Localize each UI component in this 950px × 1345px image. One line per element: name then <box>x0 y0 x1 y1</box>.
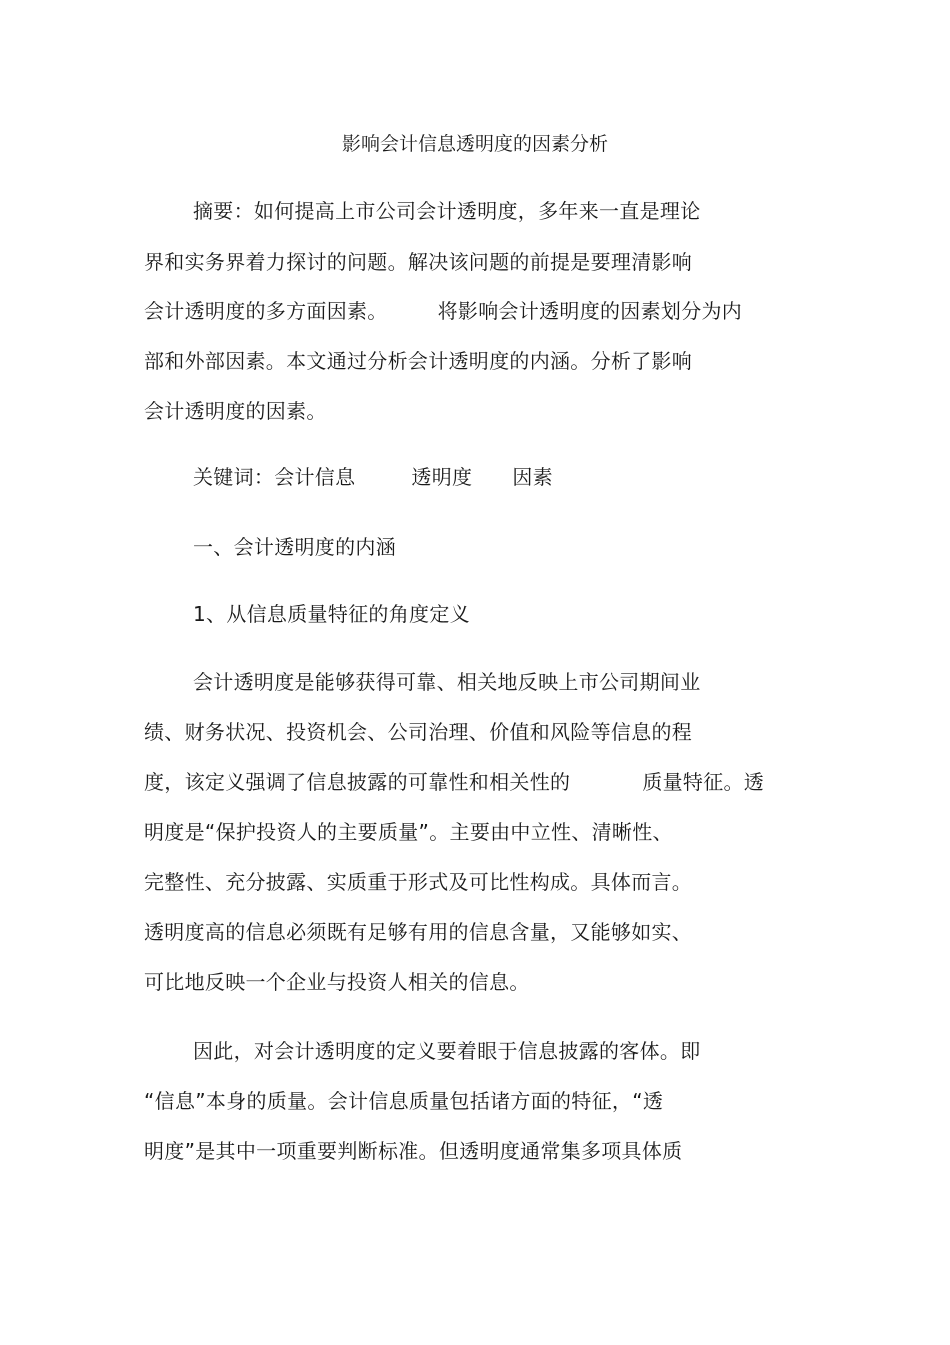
paragraph-line: 明度是“保护投资人的主要质量”。主要由中立性、清晰性、 <box>144 820 673 844</box>
abstract-line-4: 部和外部因素。本文通过分析会计透明度的内涵。分析了影响 <box>144 349 693 373</box>
keyword-item: 会计信息 <box>274 465 356 489</box>
paragraph-line: 明度”是其中一项重要判断标准。但透明度通常集多项具体质 <box>144 1139 683 1163</box>
paragraph-line: 会计透明度是能够获得可靠、相关地反映上市公司期间业 <box>193 670 701 694</box>
document-title: 影响会计信息透明度的因素分析 <box>341 133 608 155</box>
abstract-line-1: 摘要：如何提高上市公司会计透明度，多年来一直是理论 <box>193 199 701 223</box>
keywords <box>193 463 553 491</box>
subsection-heading: 1、从信息质量特征的角度定义 <box>193 602 470 626</box>
paragraph-line: 可比地反映一个企业与投资人相关的信息。 <box>144 970 530 994</box>
abstract-line-2: 界和实务界着力探讨的问题。解决该问题的前提是要理清影响 <box>144 250 693 274</box>
paragraph-line: 因此，对会计透明度的定义要着眼于信息披露的客体。即 <box>193 1039 701 1063</box>
keywords-label: 关键词： <box>193 465 275 489</box>
section-heading: 一、会计透明度的内涵 <box>193 535 396 559</box>
abstract-line-3: 会计透明度的多方面因素。 将影响会计透明度的因素划分为内 <box>144 299 743 323</box>
paragraph-line: 透明度高的信息必须既有足够有用的信息含量，又能够如实、 <box>144 920 693 944</box>
paragraph-line: 完整性、充分披露、实质重于形式及可比性构成。具体而言。 <box>144 870 693 894</box>
keyword-item: 透明度 <box>411 465 473 489</box>
abstract-line-5: 会计透明度的因素。 <box>144 399 327 423</box>
keyword-item: 因素 <box>512 465 553 489</box>
paragraph-line: 度，该定义强调了信息披露的可靠性和相关性的 质量特征。透 <box>144 770 765 794</box>
paragraph-line: “信息”本身的质量。会计信息质量包括诸方面的特征，“透 <box>144 1089 664 1113</box>
abstract-label: 摘要： <box>193 199 254 223</box>
paragraph-line: 绩、财务状况、投资机会、公司治理、价值和风险等信息的程 <box>144 720 693 744</box>
